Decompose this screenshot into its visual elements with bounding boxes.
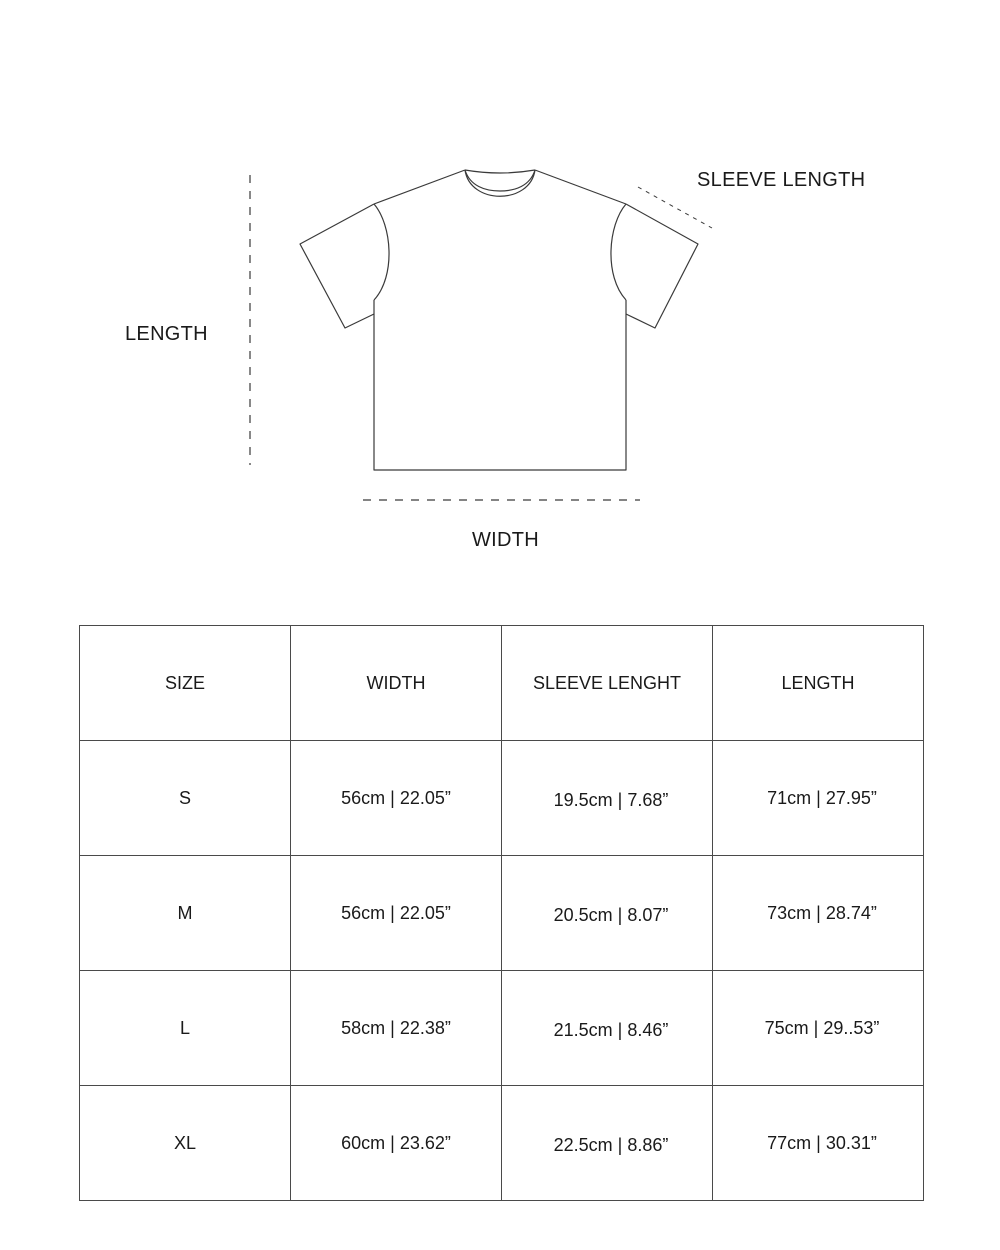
size-cell: XL — [80, 1086, 291, 1201]
header-sleeve-length: SLEEVE LENGHT — [502, 626, 713, 741]
sleeve-length-label: SLEEVE LENGTH — [697, 169, 866, 191]
width-label: WIDTH — [472, 529, 540, 551]
size-chart-table — [79, 625, 924, 1201]
table-row — [80, 856, 924, 971]
tshirt-collar-outer — [465, 170, 535, 196]
table-header-row — [80, 626, 924, 741]
width-cell: 58cm | 22.38” — [291, 971, 502, 1086]
tshirt-left-sleeve — [300, 204, 374, 328]
table-row — [80, 1086, 924, 1201]
length-cell: 71cm | 27.95” — [713, 741, 924, 856]
tshirt-collar-top — [465, 170, 535, 173]
tshirt-right-shoulder — [535, 170, 626, 204]
header-size: SIZE — [80, 626, 291, 741]
length-label: LENGTH — [125, 323, 208, 345]
tshirt-body-outline — [374, 300, 626, 470]
size-cell: M — [80, 856, 291, 971]
length-cell: 73cm | 28.74” — [713, 856, 924, 971]
tshirt-diagram — [0, 0, 1000, 600]
sleeve-length-cell: 20.5cm | 8.07” — [502, 856, 713, 971]
length-cell: 77cm | 30.31” — [713, 1086, 924, 1201]
table-row — [80, 741, 924, 856]
width-cell: 60cm | 23.62” — [291, 1086, 502, 1201]
tshirt-left-shoulder — [374, 170, 465, 204]
width-cell: 56cm | 22.05” — [291, 741, 502, 856]
tshirt-left-armhole — [374, 204, 389, 300]
sleeve-dimension-line — [638, 187, 712, 228]
size-cell: S — [80, 741, 291, 856]
tshirt-right-sleeve — [626, 204, 698, 328]
length-cell: 75cm | 29..53” — [713, 971, 924, 1086]
tshirt-right-armhole — [611, 204, 626, 300]
table-row — [80, 971, 924, 1086]
sleeve-length-cell: 22.5cm | 8.86” — [502, 1086, 713, 1201]
header-width: WIDTH — [291, 626, 502, 741]
sleeve-length-cell: 21.5cm | 8.46” — [502, 971, 713, 1086]
size-cell: L — [80, 971, 291, 1086]
width-cell: 56cm | 22.05” — [291, 856, 502, 971]
tshirt-illustration — [0, 0, 1000, 600]
sleeve-length-cell: 19.5cm | 7.68” — [502, 741, 713, 856]
header-length: LENGTH — [713, 626, 924, 741]
